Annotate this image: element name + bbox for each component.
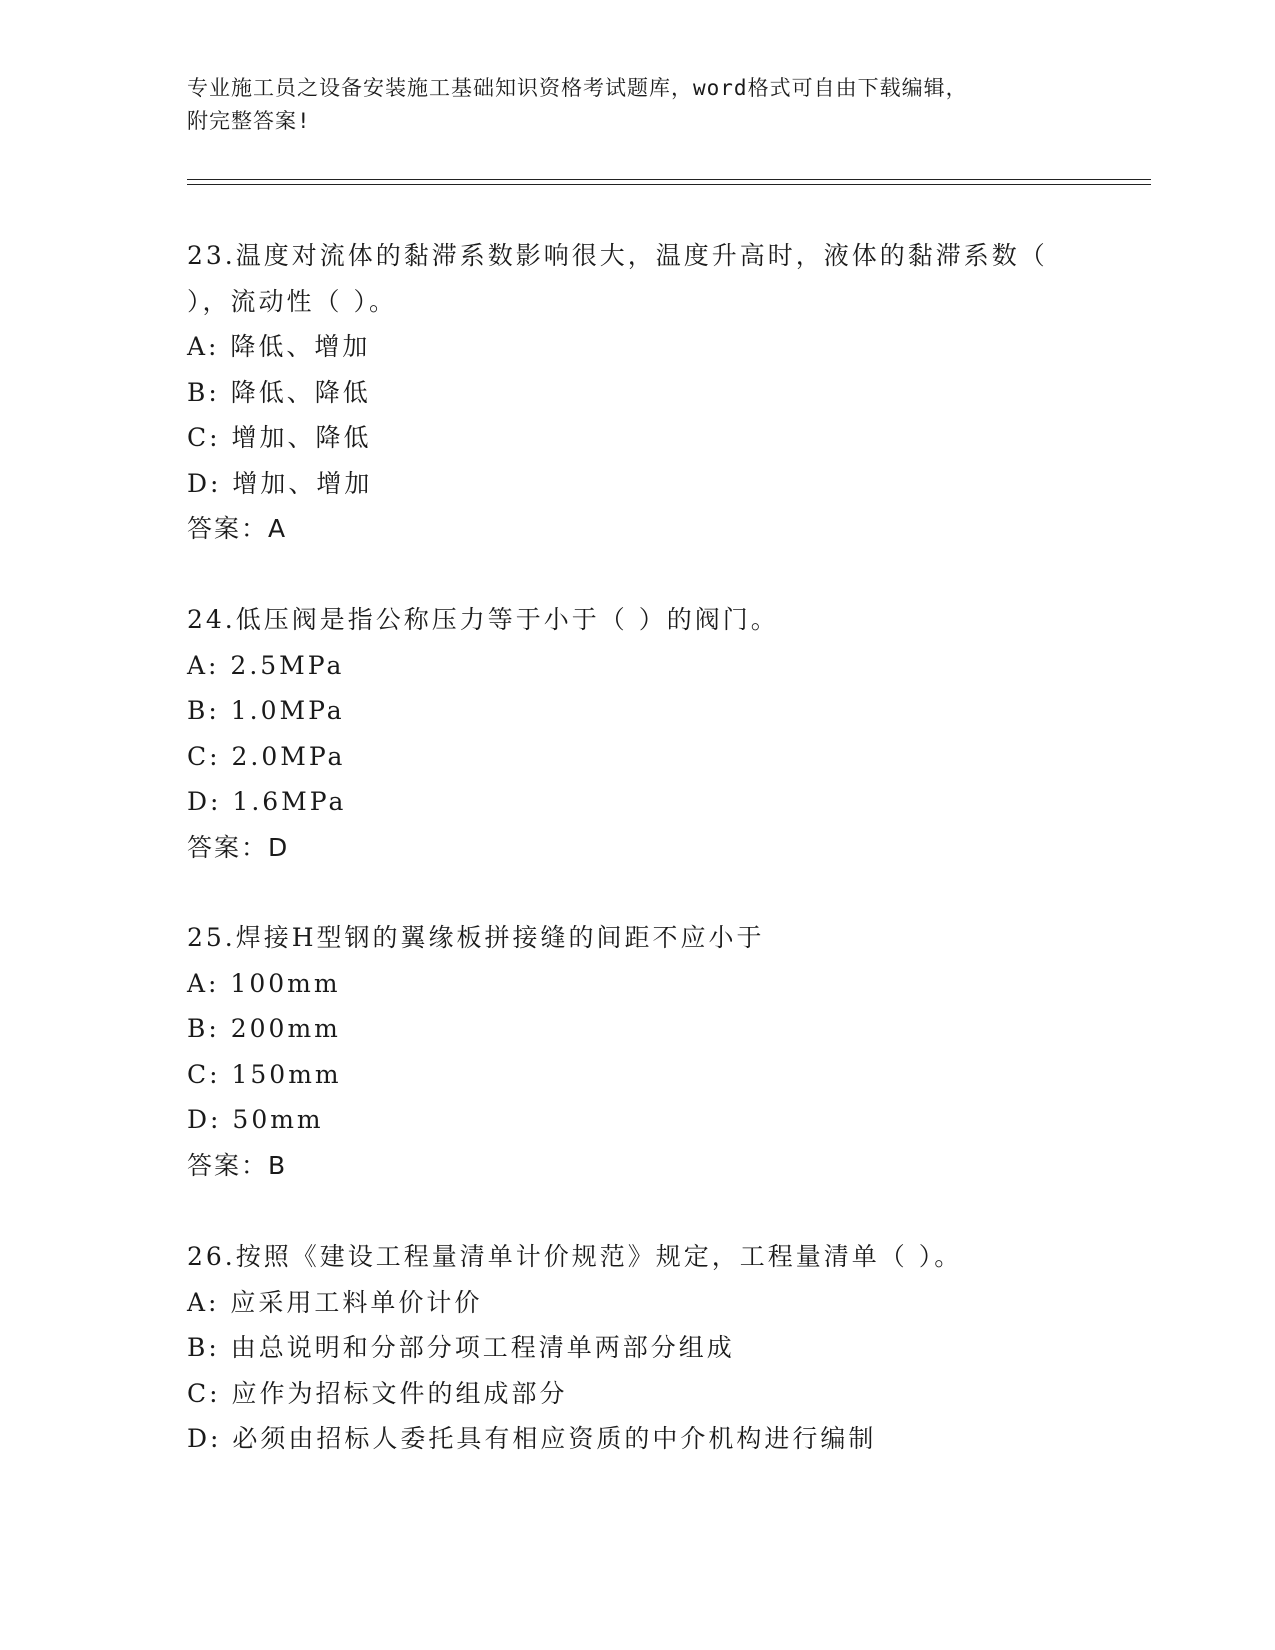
- option-c: C: 150mm: [187, 1059, 342, 1089]
- question-stem: 25.焊接H型钢的翼缘板拼接缝的间距不应小于: [187, 923, 765, 952]
- header-divider-bottom: [187, 184, 1151, 185]
- option-a: A: 100mm: [187, 968, 341, 998]
- option-d: D: 1.6MPa: [187, 787, 347, 816]
- header-divider-top: [187, 179, 1151, 180]
- question-stem-continued: ），流动性（ ）。: [187, 286, 397, 316]
- question-25: [187, 915, 1147, 1188]
- answer-line: 答案：A: [187, 514, 288, 543]
- question-23: [187, 233, 1147, 552]
- option-b: B: 1.0MPa: [187, 696, 345, 725]
- answer-line: 答案：B: [187, 1150, 288, 1180]
- question-26: [187, 1234, 1147, 1462]
- option-b: B: 200mm: [187, 1014, 341, 1043]
- header-title-line-2: 附完整答案!: [187, 109, 311, 133]
- question-stem: 23.温度对流体的黏滞系数影响很大，温度升高时，液体的黏滞系数（: [187, 241, 1048, 270]
- header-title-line-1: 专业施工员之设备安装施工基础知识资格考试题库，word格式可自由下载编辑，: [187, 76, 968, 100]
- answer-line: 答案：D: [187, 832, 290, 862]
- option-c: C: 应作为招标文件的组成部分: [187, 1378, 568, 1408]
- option-d: D: 50mm: [187, 1105, 324, 1134]
- option-a: A: 降低、增加: [187, 332, 371, 361]
- option-d: D: 增加、增加: [187, 468, 373, 498]
- document-header: [187, 72, 1087, 138]
- option-c: C: 增加、降低: [187, 423, 372, 452]
- option-b: B: 由总说明和分部分项工程清单两部分组成: [187, 1333, 735, 1362]
- question-stem: 24.低压阀是指公称压力等于小于（ ）的阀门。: [187, 605, 779, 634]
- option-a: A: 应采用工料单价计价: [187, 1287, 483, 1317]
- option-a: A: 2.5MPa: [187, 650, 345, 680]
- option-c: C: 2.0MPa: [187, 741, 346, 771]
- question-24: [187, 597, 1147, 870]
- option-d: D: 必须由招标人委托具有相应资质的中介机构进行编制: [187, 1424, 877, 1453]
- option-b: B: 降低、降低: [187, 377, 371, 407]
- question-stem: 26.按照《建设工程量清单计价规范》规定，工程量清单（ ）。: [187, 1242, 963, 1271]
